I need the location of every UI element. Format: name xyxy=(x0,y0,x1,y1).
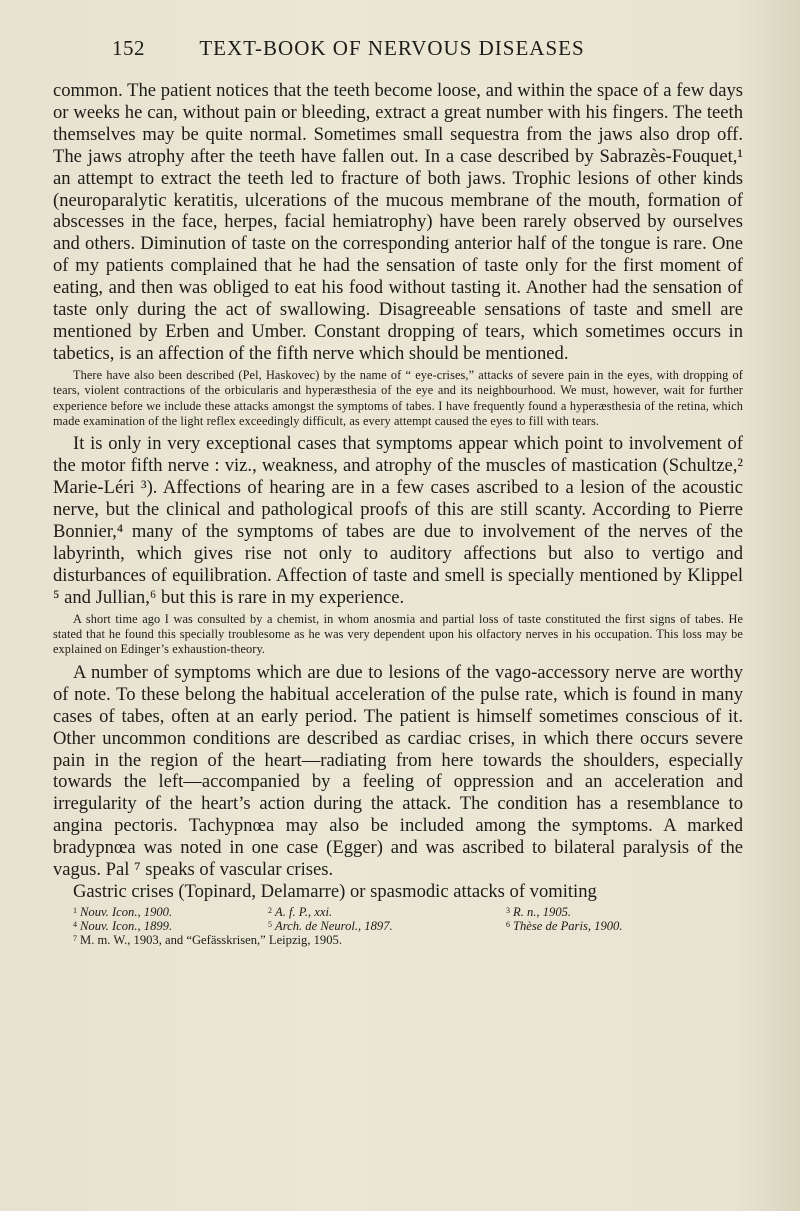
footnote: 1 Nouv. Icon., 1900. xyxy=(73,904,173,919)
small-print-paragraph: There have also been described (Pel, Haskovec) by the name of “ eye-crises,” attacks of severe pain in the eyes, with dropping of tears, violent contractions of the orbicularis and hyperæsthesia of the eye and its neighbourhood. We must, however, wait for further experience before we include these attacks amongst the symptoms of tabes. I have frequently found a hyperæsthesia of the retina, which made examination of the light reflex exceedingly difficult, as every attempt caused the eyes to fill with tears. xyxy=(53,367,743,428)
footnote: 5 Arch. de Neurol., 1897. xyxy=(268,918,393,933)
footnote-row xyxy=(53,905,743,919)
body-paragraph: common. The patient notices that the teeth become loose, and within the space of a few days or weeks he can, without pain or bleeding, extract a great number with his fingers. The teeth themselves may be quite normal. Sometimes small sequestra from the jaws also drop off. The jaws atrophy after the teeth have fallen out. In a case described by Sabrazès-Fouquet,¹ an attempt to extract the teeth led to fracture of both jaws. Trophic lesions of other kinds (neuroparalytic keratitis, ulcerations of the mucous membrane of the mouth, formation of abscesses in the face, herpes, facial hemiatrophy) have been rarely observed by ourselves and others. Diminution of taste on the corresponding anterior half of the tongue is rare. One of my patients complained that he had the sensation of taste only for the first moment of eating, and then was obliged to eat his food without tasting it. Another had the sensation of taste only during the act of swallowing. Disagreeable sensations of taste and smell are mentioned by Erben and Umber. Constant dropping of tears, which sometimes occurs in tabetics, is an affection of the fifth nerve which should be mentioned. xyxy=(53,80,743,364)
footnote: 4 Nouv. Icon., 1899. xyxy=(73,918,173,933)
footnote-row xyxy=(53,919,743,933)
footnote: 2 A. f. P., xxi. xyxy=(268,904,333,919)
small-print-paragraph: A short time ago I was consulted by a chemist, in whom anosmia and partial loss of taste constituted the first signs of tabes. He stated that he found this specially troublesome as he was very dependent upon his olfactory nerves in his occupation. This loss may be explained on Edinger’s exhaustion-theory. xyxy=(53,611,743,657)
footnote: 7 M. m. W., 1903, and “Gefässkrisen,” Leipzig, 1905. xyxy=(73,932,342,947)
footnote: 3 R. n., 1905. xyxy=(506,904,572,919)
page-header xyxy=(112,36,672,66)
body-paragraph: Gastric crises (Topinard, Delamarre) or spasmodic attacks of vomiting xyxy=(73,880,597,902)
footnote: 6 Thèse de Paris, 1900. xyxy=(506,918,623,933)
running-title: TEXT-BOOK OF NERVOUS DISEASES xyxy=(199,36,585,60)
footnote-row xyxy=(53,933,743,947)
page-number: 152 xyxy=(112,36,145,60)
body-paragraph: It is only in very exceptional cases that symptoms appear which point to involvement of the motor fifth nerve : viz., weakness, and atrophy of the muscles of mastication (Schultze,² Marie-Léri ³). Affections of hearing are in a few cases ascribed to a lesion of the acoustic nerve, but the clinical and pathological proofs of this are still scanty. According to Pierre Bonnier,⁴ many of the symptoms of tabes are due to involvement of the nerves of the labyrinth, which gives rise not only to auditory affections but also to vertigo and disturbances of equilibration. Affection of taste and smell is specially mentioned by Klippel ⁵ and Jullian,⁶ but this is rare in my experience. xyxy=(53,433,743,608)
footnotes xyxy=(53,905,743,947)
body-paragraph: A number of symptoms which are due to lesions of the vago-accessory nerve are worthy of note. To these belong the habitual acceleration of the pulse rate, which is found in many cases of tabes, often at an early period. The patient is himself sometimes conscious of it. Other uncommon conditions are described as cardiac crises, in which there occurs severe pain in the region of the heart—radiating from here towards the shoulders, especially towards the left—accompanied by a feeling of oppression and an acceleration and irregularity of the heart’s action during the attack. The condition has a resemblance to angina pectoris. Tachypnœa may also be included among the symptoms. A marked bradypnœa was noted in one case (Egger) and was ascribed to bilateral paralysis of the vagus. Pal ⁷ speaks of vascular crises. xyxy=(53,661,743,881)
page-content xyxy=(53,80,743,947)
